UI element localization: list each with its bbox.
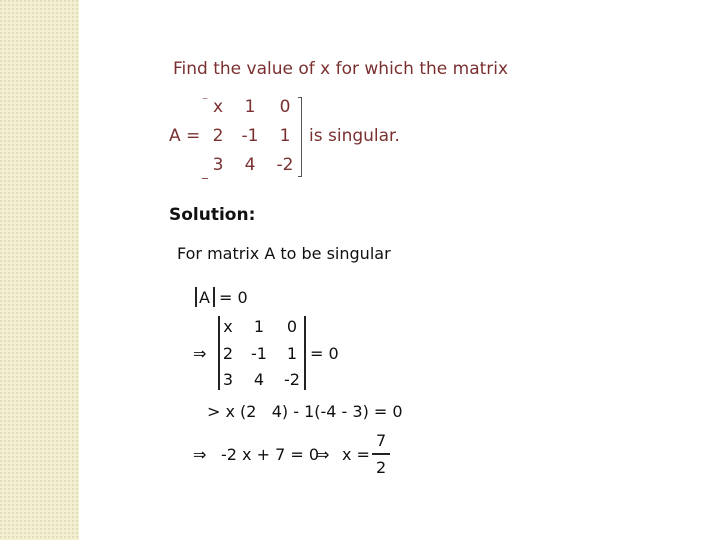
fraction-numerator: 7 <box>376 431 387 450</box>
question-suffix: is singular. <box>309 126 400 146</box>
step2-matrix-cell: 1 <box>253 317 265 336</box>
step2-implies: ⇒ <box>193 344 207 363</box>
step4-equation: -2 x + 7 = 0 <box>221 445 320 464</box>
question-matrix-label: A = <box>169 126 201 146</box>
determinant-bar-left <box>195 287 197 307</box>
step2-matrix-cell: 4 <box>253 370 265 389</box>
question-matrix-cell: 1 <box>279 126 291 146</box>
step2-matrix-cell: -1 <box>251 344 267 363</box>
step2-rhs: = 0 <box>310 344 339 363</box>
solution-heading: Solution: <box>169 205 256 225</box>
determinant-bar-right <box>213 287 215 307</box>
fraction-bar <box>372 453 390 455</box>
step1-rhs: = 0 <box>219 288 248 307</box>
step2-matrix-cell: 0 <box>286 317 298 336</box>
step4-x-equals: x = <box>342 445 370 464</box>
decorative-side-strip <box>0 0 79 540</box>
step2-matrix-cell: 3 <box>222 370 234 389</box>
question-text: Find the value of x for which the matrix <box>173 59 509 79</box>
question-matrix-cell: 3 <box>212 155 224 175</box>
question-matrix-cell: x <box>212 97 224 117</box>
step1-det-symbol: A <box>199 288 210 307</box>
question-matrix-cell: 1 <box>244 97 256 117</box>
question-matrix-cell: 4 <box>244 155 256 175</box>
step4-implies-2: ⇒ <box>316 445 330 464</box>
step4-implies-1: ⇒ <box>193 445 207 464</box>
question-matrix-cell: 0 <box>279 97 291 117</box>
step3-expansion: > x (2 4) - 1(-4 - 3) = 0 <box>207 402 403 421</box>
fraction-denominator: 2 <box>376 458 387 477</box>
question-matrix-cell: -1 <box>241 126 259 146</box>
question-bracket-bottom-mark: _ <box>202 165 208 179</box>
solution-intro: For matrix A to be singular <box>177 244 391 263</box>
step2-matrix-cell: -2 <box>284 370 300 389</box>
step2-matrix-cell: 1 <box>286 344 298 363</box>
question-matrix-cell: 2 <box>212 126 224 146</box>
step2-matrix-cell: 2 <box>222 344 234 363</box>
question-bracket-top-mark: ⁻ <box>202 93 209 107</box>
step2-matrix-cell: x <box>223 317 233 336</box>
question-matrix-cell: -2 <box>276 155 294 175</box>
